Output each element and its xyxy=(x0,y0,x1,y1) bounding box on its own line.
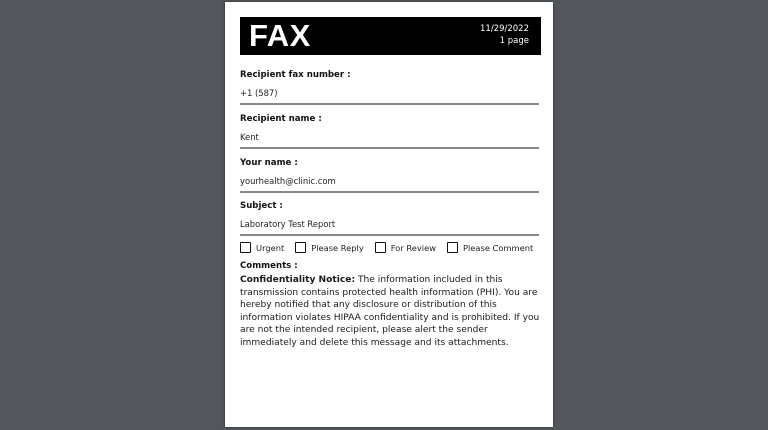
checkbox-label: For Review xyxy=(390,242,436,253)
recipient-fax-value[interactable]: +1 (587) xyxy=(240,88,278,98)
fax-header xyxy=(240,17,541,55)
checkbox-for-review[interactable] xyxy=(375,242,436,253)
recipient-fax-label: Recipient fax number : xyxy=(240,70,351,80)
fax-date: 11/29/2022 xyxy=(480,24,529,34)
notice-title: Confidentiality Notice: xyxy=(240,275,356,285)
field-underline xyxy=(240,191,539,193)
fax-meta xyxy=(480,23,529,47)
checkbox-icon[interactable] xyxy=(375,242,386,253)
fax-title: FAX xyxy=(249,18,311,53)
your-name-value[interactable]: yourhealth@clinic.com xyxy=(240,176,336,186)
checkbox-urgent[interactable] xyxy=(240,242,284,253)
checkbox-icon[interactable] xyxy=(295,242,306,253)
subject-value[interactable]: Laboratory Test Report xyxy=(240,219,336,229)
checkbox-please-comment[interactable] xyxy=(447,242,533,253)
checkbox-icon[interactable] xyxy=(240,242,251,253)
recipient-name-field xyxy=(240,113,539,149)
fax-page-count: 1 page xyxy=(499,36,529,46)
checkbox-label: Urgent xyxy=(256,242,285,253)
priority-checkboxes xyxy=(240,242,533,253)
field-underline xyxy=(240,147,539,149)
confidentiality-notice xyxy=(240,274,545,350)
checkbox-label: Please Comment xyxy=(463,242,534,253)
your-name-field xyxy=(240,157,539,193)
recipient-name-label: Recipient name : xyxy=(240,114,322,124)
recipient-name-value[interactable]: Kent xyxy=(240,132,259,142)
checkbox-label: Please Reply xyxy=(311,242,364,253)
field-underline xyxy=(240,234,539,236)
comments-label: Comments : xyxy=(240,261,298,271)
recipient-fax-field xyxy=(240,69,539,105)
your-name-label: Your name : xyxy=(240,158,298,168)
notice-body: The information included in this transmission contains protected health information (PHI). You are hereby notified that any disclosure or distribution of this information violates HIPAA confidentiality and is prohibited. If you are not the intended recipient, please alert the sender immediately and delete this message and its attachments. xyxy=(240,275,540,348)
subject-label: Subject : xyxy=(240,201,283,211)
subject-field xyxy=(240,200,539,236)
field-underline xyxy=(240,103,539,105)
checkbox-icon[interactable] xyxy=(447,242,458,253)
checkbox-please-reply[interactable] xyxy=(295,242,364,253)
fax-cover-page xyxy=(225,2,553,427)
